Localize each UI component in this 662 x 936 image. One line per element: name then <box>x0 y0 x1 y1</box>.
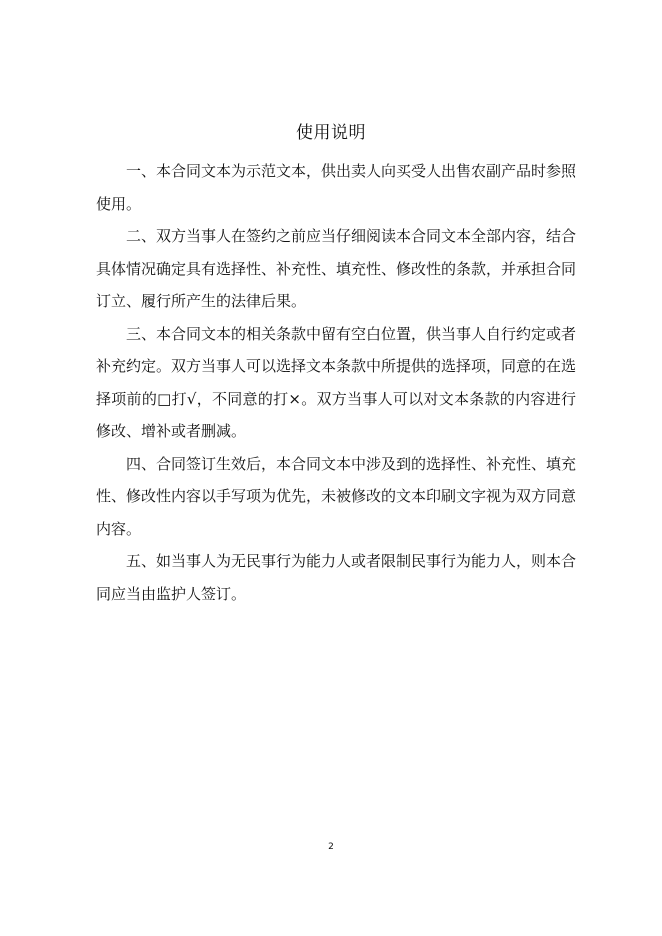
instruction-paragraph-5: 五、如当事人为无民事行为能力人或者限制民事行为能力人，则本合同应当由监护人签订。 <box>96 552 577 603</box>
instruction-paragraph-4: 四、合同签订生效后，本合同文本中涉及到的选择性、补充性、填充性、修改性内容以手写项为优先，未被修改的文本印刷文字视为双方同意内容。 <box>96 454 577 538</box>
instruction-paragraph-2: 二、双方当事人在签约之前应当仔细阅读本合同文本全部内容，结合具体情况确定具有选择性、补充性、填充性、修改性的条款，并承担合同订立、履行所产生的法律后果。 <box>96 227 577 310</box>
page-number: 2 <box>328 842 334 852</box>
instruction-paragraph-3: 三、本合同文本的相关条款中留有空白位置，供当事人自行约定或者补充约定。双方当事人可以选择文本条款中所提供的选择项，同意的在选择项前的□打√，不同意的打×。双方当事人可以对文本条款的内容进行修改、增补或者删减。 <box>96 324 577 440</box>
instruction-paragraph-1: 一、本合同文本为示范文本，供出卖人向买受人出售农副产品时参照使用。 <box>96 162 577 213</box>
instructions-body <box>96 155 576 610</box>
document-title: 使用说明 <box>296 123 366 143</box>
